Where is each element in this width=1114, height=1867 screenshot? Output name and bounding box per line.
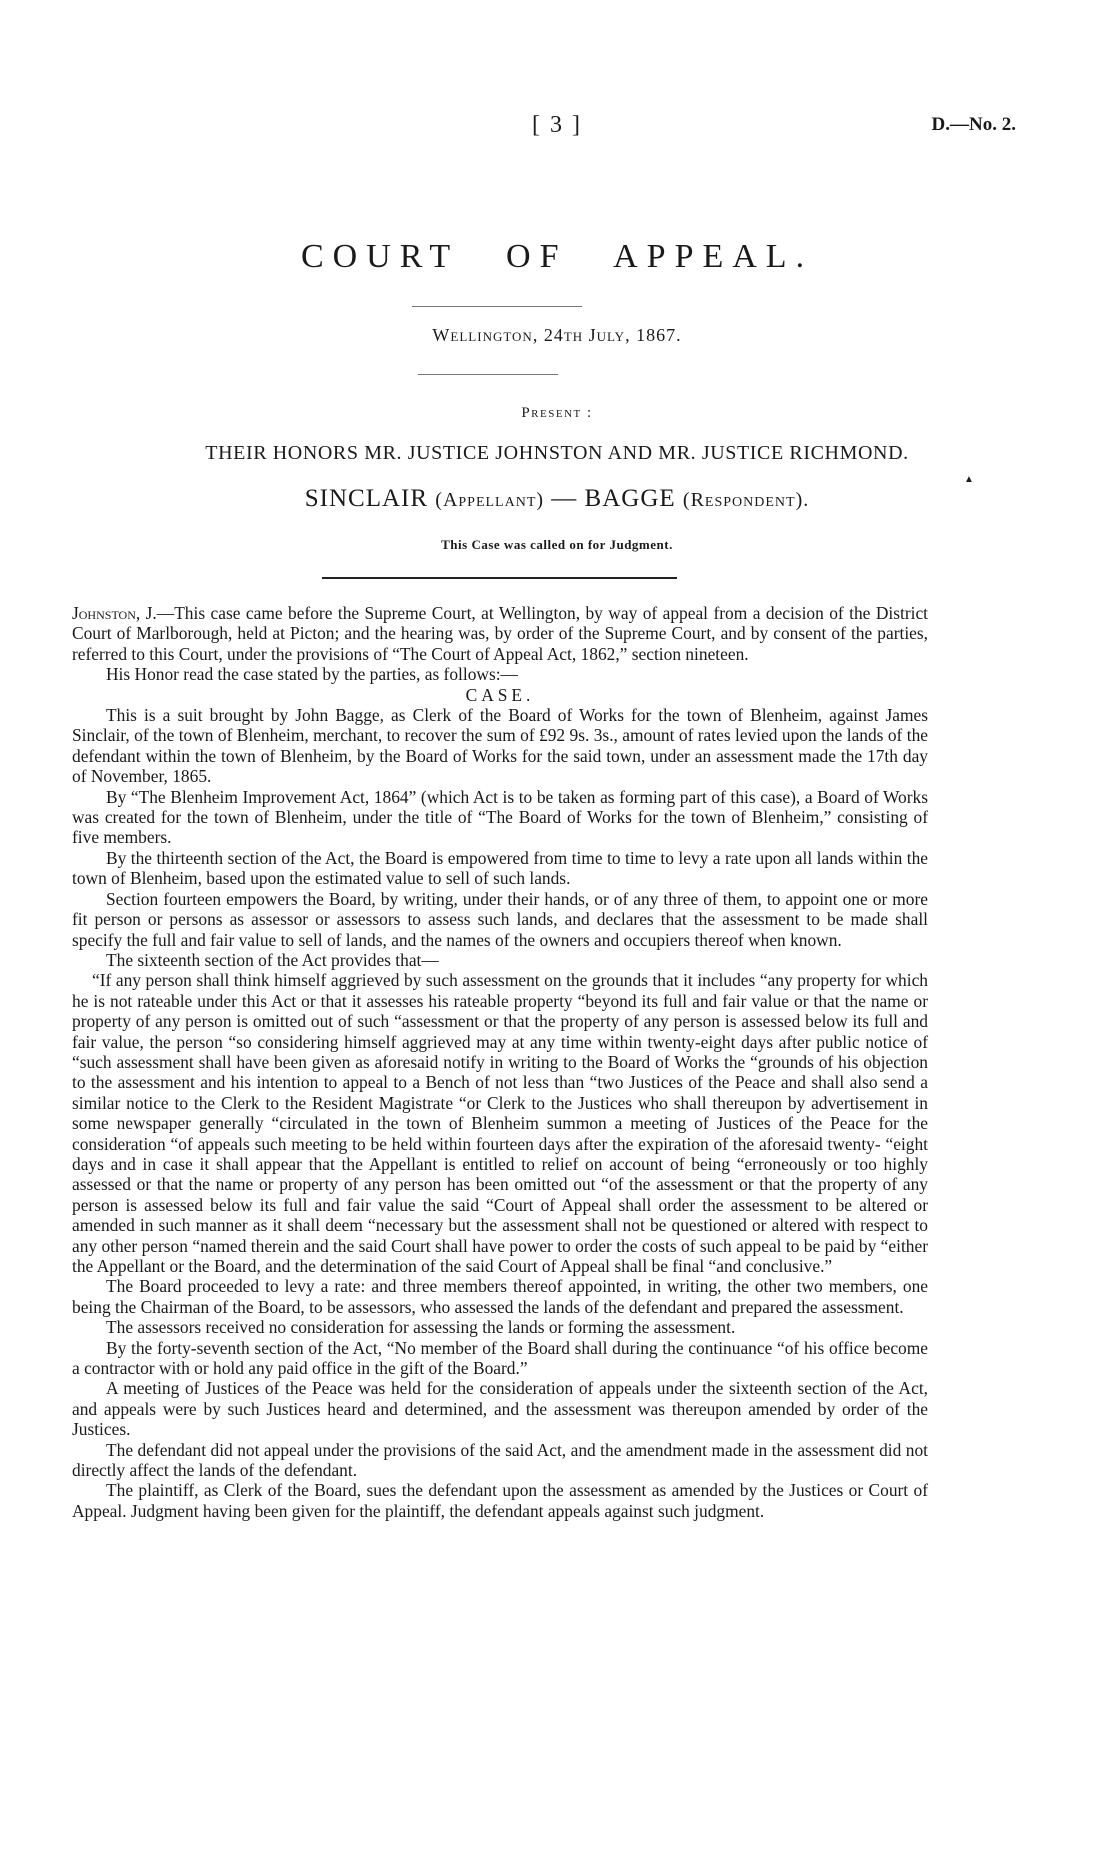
judgment-paragraph-10: By the forty-seventh section of the Act, “No member of the Board shall during the continuance “of his office become a contractor with or hold any paid office in the gift of the Board.” [72,1337,928,1379]
present-label: Present : [521,405,593,421]
document-reference: D.—No. 2. [931,114,1016,135]
judgment-paragraph-7: The sixteenth section of the Act provides that— [106,949,439,970]
judgment-paragraph-11: A meeting of Justices of the Peace was held for the consideration of appeals under the sixteenth section of the Act, and appeals were by such Justices heard and determined, and the assessment was thereupon amended by order of the Justices. [72,1378,928,1440]
court-title: COURT OF APPEAL. [300,238,814,275]
judgment-paragraph-4: By “The Blenheim Improvement Act, 1864” (which Act is to be taken as forming part of this case), a Board of Works was created for the town of Blenheim, under the title of “The Board of Works for the town of Blenheim,” consisting of five members. [72,786,928,848]
judgment-paragraph-1: Johnston, J.—This case came before the Supreme Court, at Wellington, by way of appeal from a decision of the District Court of Marlborough, held at Picton; and the hearing was, by order of the Supreme Court, and by consent of the parties, referred to this Court, under the provisions of “The Court of Appeal Act, 1862,” section nineteen. [72,603,928,664]
case-heading: CASE. [465,684,535,705]
judgment-body [72,603,928,1521]
page-number: [ 3 ] [532,112,582,138]
statute-quote: “If any person shall think himself aggrieved by such assessment on the grounds that it includes “any property for which he is not rateable under this Act or that it assesses his rateable property “beyond its full and fair value or that the name or property of any person is omitted out of such “assessment or that the property of any person is assessed below its full and fair value, the person “so considering himself aggrieved may at any time within twenty-eight days after public notice of “such assessment shall have been given as aforesaid notify in writing to the Board of Works the “grounds of his objection to the assessment and his intention to appeal to a Bench of not less than “two Justices of the Peace and shall also send a similar notice to the Clerk to the Resident Magistrate “or Clerk to the Justices who shall thereupon by advertisement in some newspaper generally “circulated in the town of Blenheim summon a meeting of Justices of the Peace for the consideration “of appeals such meeting to be held within fourteen days after the expiration of the aforesaid twenty- “eight days and in case it shall appear that the Appellant is entitled to relief on account of being “erroneously or too highly assessed or that the name or property of any person has been omitted out “of the assessment or that the property of any person is assessed below its full and fair value the said “Court of Appeal shall order the assessment to be altered or amended in such manner as it shall deem “necessary but the assessment shall not be questioned or altered with respect to any other person “named therein and the said Court shall have power to order the costs of such appeal to be paid by “either the Appellant or the Board, and the determination of the said Court of Appeal shall be final “and conclusive.” [72,970,928,1276]
judgment-paragraph-6: Section fourteen empowers the Board, by writing, under their hands, or of any three of them, to appoint one or more fit person or persons as assessor or assessors to assess such lands, and declares that the assessment to be made shall specify the full and fair value to sell of lands, and the names of the owners and occupiers thereof when known. [72,888,928,950]
divider-2 [418,374,558,375]
parties-heading [0,485,1114,513]
judgment-paragraph-3: This is a suit brought by John Bagge, as Clerk of the Board of Works for the town of Blenheim, against James Sinclair, of the town of Blenheim, merchant, to recover the sum of £92 9s. 3s., amount of rates levied upon the lands of the defendant within the town of Blenheim, by the Board of Works for the said town, under an assessment made the 17th day of November, 1865. [72,705,928,787]
judgment-paragraph-9: The assessors received no consideration for assessing the lands or forming the assessment. [106,1317,736,1338]
called-on-line: This Case was called on for Judgment. [441,537,673,552]
judgment-paragraph-5: By the thirteenth section of the Act, the Board is empowered from time to time to levy a rate upon all lands within the town of Blenheim, based upon the estimated value to sell of such lands. [72,847,928,889]
respondent-role: (Respondent). [682,489,810,511]
main-divider [322,577,677,579]
judges-heading: THEIR HONORS MR. JUSTICE JOHNSTON AND MR. JUSTICE RICHMOND. [205,442,909,464]
appellant-role: (Appellant) [435,489,545,511]
date-line: Wellington, 24th July, 1867. [432,325,682,345]
judge-name: Johnston, J. [72,603,157,623]
respondent-name: BAGGE [584,485,676,512]
appellant-name: SINCLAIR [304,485,429,512]
party-dash: — [551,485,578,512]
judgment-paragraph-2: His Honor read the case stated by the parties, as follows:— [106,664,518,685]
judgment-paragraph-13: The plaintiff, as Clerk of the Board, sues the defendant upon the assessment as amended by the Justices or Court of Appeal. Judgment having been given for the plaintiff, the defendant appeals against such judgment. [72,1480,928,1521]
judgment-paragraph-8: The Board proceeded to levy a rate: and three members thereof appointed, in writing, the other two members, one being the Chairman of the Board, to be assessors, who assessed the lands of the defendant and prepared the assessment. [72,1276,928,1317]
divider-1 [412,306,582,307]
stray-mark: ▲ [964,474,974,485]
judgment-paragraph-12: The defendant did not appeal under the provisions of the said Act, and the amendment made in the assessment did not directly affect the lands of the defendant. [72,1439,928,1481]
